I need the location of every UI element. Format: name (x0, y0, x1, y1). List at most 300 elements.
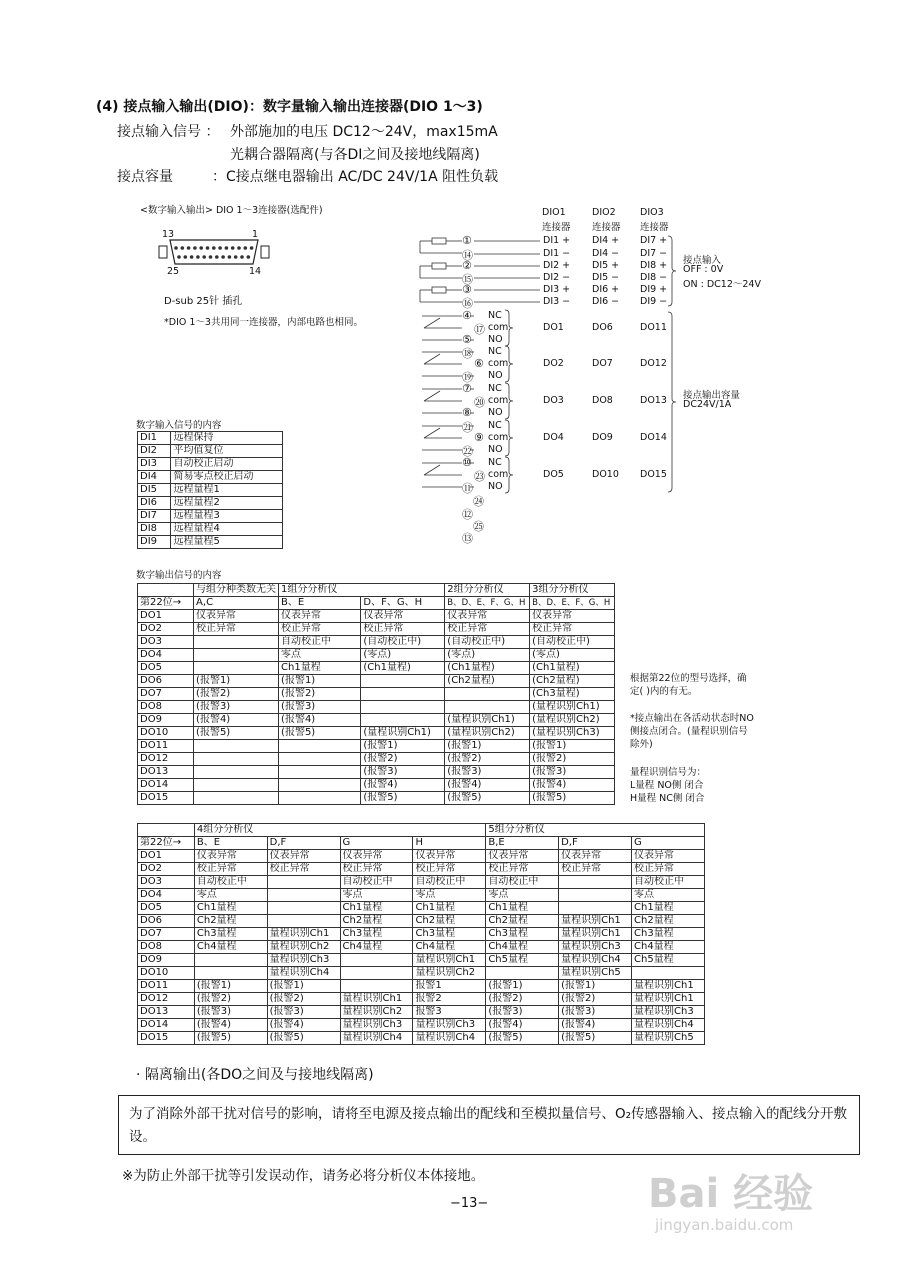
table-cell: (自动校正中) (530, 636, 615, 649)
table-cell (267, 876, 340, 889)
pin-label-1: 1 (252, 229, 259, 240)
connector-pin (221, 255, 225, 259)
table-cell: 仪表异常 (486, 850, 559, 863)
table-cell: 仪表异常 (413, 850, 486, 863)
table-cell (445, 701, 530, 714)
table-cell: Ch4量程 (340, 941, 413, 954)
dsub-connector-drawing (158, 238, 270, 266)
table-cell: (报警3) (530, 766, 615, 779)
connector-note: *DIO 1～3共用同一连接器，内部电路也相同。 (164, 317, 363, 328)
table-cell: DO11 (138, 980, 195, 993)
table-cell: 远程量程1 (171, 484, 283, 497)
table-cell: (量程识别Ch2) (530, 714, 615, 727)
table-cell: 量程识别Ch5 (559, 967, 632, 980)
table-cell: DO5 (138, 662, 194, 675)
table-cell: 量程识别Ch3 (559, 941, 632, 954)
connector-pin (250, 246, 254, 250)
column-header-line1: DIO2 (592, 207, 616, 218)
do-table2-row (138, 1006, 705, 1019)
di-row (138, 523, 283, 536)
table-cell: DO12 (138, 993, 195, 1006)
table-cell: DO6 (138, 675, 194, 688)
table-header-cell: B、E (194, 837, 267, 850)
table-cell (445, 688, 530, 701)
di-signal-dio2: DI5 + (592, 260, 620, 271)
table-cell: DO10 (138, 967, 195, 980)
do-table2-row (138, 928, 705, 941)
table-cell: 校正异常 (530, 623, 615, 636)
pin-number: ⑧ (462, 406, 472, 419)
table-cell: DI7 (138, 510, 171, 523)
table-cell (267, 915, 340, 928)
table-cell: Ch2量程 (486, 915, 559, 928)
pin-label-13: 13 (162, 229, 175, 240)
pin-number: ② (462, 259, 472, 272)
table-cell: 校正异常 (340, 863, 413, 876)
contact-label: NO (488, 444, 503, 455)
connector-pin (247, 255, 251, 259)
pin-label-14: 14 (249, 266, 262, 277)
table-cell: DO8 (138, 701, 194, 714)
table-cell (279, 792, 361, 805)
table-cell: Ch1量程 (413, 902, 486, 915)
pin-number: ⑩ (462, 456, 472, 469)
table-cell: (量程识别Ch3) (530, 727, 615, 740)
table-cell: (报警3) (486, 1006, 559, 1019)
table-header-cell: 5组分分析仪 (486, 824, 705, 837)
contact-label: com (488, 358, 509, 369)
do-table1-title: 数字输出信号的内容 (136, 570, 222, 581)
do-table1-row (138, 623, 615, 636)
bracket (505, 383, 513, 419)
table-header-cell: 3组分分析仪 (530, 584, 615, 597)
di-signal-dio1: DI3 − (543, 296, 571, 307)
do-signal-dio2: DO7 (592, 358, 613, 369)
connector-pin (231, 246, 235, 250)
table-cell: (报警4) (486, 1019, 559, 1032)
table-cell: 仪表异常 (340, 850, 413, 863)
table-cell: 简易零点校正启动 (171, 471, 283, 484)
table-cell: 零点 (340, 889, 413, 902)
pin-number: ③ (462, 283, 472, 296)
table-cell: (Ch2量程) (530, 675, 615, 688)
contact-label: com (488, 395, 509, 406)
table-cell: (报警5) (486, 1032, 559, 1045)
pin-label-25: 25 (167, 266, 180, 277)
input-signal-label: 接点输入信号 ： (117, 124, 220, 140)
table-header-cell: H (413, 837, 486, 850)
di-table (137, 431, 283, 549)
table-cell: (零点) (530, 649, 615, 662)
di-signal-dio1: DI2 − (543, 272, 571, 283)
table-cell: (报警5) (267, 1032, 340, 1045)
section-heading: (4) 接点输入输出(DIO)：数字量输入输出连接器(DIO 1～3) (96, 99, 483, 115)
do-table2-header-row (138, 837, 705, 850)
do-signal-dio2: DO10 (592, 469, 619, 480)
table-cell: Ch4量程 (486, 941, 559, 954)
table-header-cell: B、E (279, 597, 361, 610)
table-cell (279, 779, 361, 792)
do-table2-row (138, 863, 705, 876)
table-cell: (报警2) (445, 753, 530, 766)
table-header-cell (138, 584, 194, 597)
di-signal-dio3: DI7 + (640, 235, 668, 246)
table-cell: DO3 (138, 876, 195, 889)
table-cell: DI5 (138, 484, 171, 497)
do-table1-row (138, 675, 615, 688)
table-cell (361, 701, 445, 714)
table-header-cell (138, 824, 195, 837)
table-cell: 校正异常 (413, 863, 486, 876)
di-signal-dio2: DI5 − (592, 272, 620, 283)
contact-label: NC (488, 457, 502, 468)
table-cell: 自动校正启动 (171, 458, 283, 471)
table-cell (194, 954, 267, 967)
table-cell (194, 792, 279, 805)
di-signal-dio2: DI6 − (592, 296, 620, 307)
pin-number: ⑪ (462, 482, 473, 495)
table-cell: 报警2 (413, 993, 486, 1006)
connector-pin (193, 246, 197, 250)
table-cell: (Ch1量程) (530, 662, 615, 675)
table-cell: Ch3量程 (632, 928, 705, 941)
di-signal-dio1: DI1 − (543, 248, 571, 259)
wire (424, 391, 440, 401)
input-signal-line2: 光耦合器隔离(与各DI之间及接地线隔离) (230, 147, 480, 163)
table-cell: (报警4) (445, 779, 530, 792)
do-table-1 (137, 583, 615, 805)
table-cell: (报警3) (267, 1006, 340, 1019)
table-cell (559, 876, 632, 889)
wire (424, 428, 440, 438)
table-cell (194, 967, 267, 980)
table-cell: 仪表异常 (559, 850, 632, 863)
do-signal-dio3: DO15 (640, 469, 667, 480)
table-cell: (报警4) (194, 714, 279, 727)
table-cell: 校正异常 (632, 863, 705, 876)
table-cell (361, 714, 445, 727)
table-cell: DO1 (138, 850, 195, 863)
do-table2-row (138, 915, 705, 928)
column-header-line2: 连接器 (640, 222, 669, 233)
table-cell: DI8 (138, 523, 171, 536)
table-cell: 量程识别Ch3 (340, 1019, 413, 1032)
table-cell: (报警5) (530, 792, 615, 805)
table-cell: DO7 (138, 688, 194, 701)
table-cell: 量程识别Ch1 (559, 928, 632, 941)
table-cell: 量程识别Ch2 (267, 941, 340, 954)
table-cell: 自动校正中 (279, 636, 361, 649)
table-cell: (报警4) (279, 714, 361, 727)
optocoupler (432, 238, 446, 244)
table-cell: (报警2) (530, 753, 615, 766)
column-header-line1: DIO1 (542, 207, 566, 218)
table-cell: DO12 (138, 753, 194, 766)
table-cell: (报警2) (559, 993, 632, 1006)
table-cell: 量程识别Ch2 (413, 967, 486, 980)
di-signal-dio3: DI8 − (640, 272, 668, 283)
table-cell (194, 649, 279, 662)
page-number: −13− (450, 1196, 489, 1211)
pin-number: ⑰ (474, 323, 485, 336)
pin-number: ⑳ (474, 396, 485, 409)
bracket (668, 236, 676, 306)
table-cell: 量程识别Ch1 (632, 980, 705, 993)
table-cell: 仪表异常 (530, 610, 615, 623)
contact-label: NO (488, 370, 503, 381)
table-cell (486, 967, 559, 980)
do-table1-row (138, 714, 615, 727)
table-cell: 零点 (413, 889, 486, 902)
table-cell: (报警4) (194, 1019, 267, 1032)
pin-number: ⑨ (474, 431, 484, 444)
table-cell: 仪表异常 (267, 850, 340, 863)
do-signal-dio3: DO11 (640, 322, 667, 333)
table-cell: DO2 (138, 863, 195, 876)
do-table1-row (138, 766, 615, 779)
contact-label: com (488, 432, 509, 443)
do-table1-row (138, 727, 615, 740)
pin-number: ⑲ (462, 371, 473, 384)
do-table2-row (138, 902, 705, 915)
table-cell: 校正异常 (486, 863, 559, 876)
bracket (505, 420, 513, 456)
table-cell: 量程识别Ch1 (559, 915, 632, 928)
table-cell: 报警1 (413, 980, 486, 993)
contact-capacity-label: 接点容量 (117, 169, 173, 185)
table-cell: 远程量程4 (171, 523, 283, 536)
table-cell: Ch3量程 (340, 928, 413, 941)
table-cell: DO14 (138, 1019, 195, 1032)
table-cell: Ch5量程 (632, 954, 705, 967)
table-cell (340, 967, 413, 980)
di-note: OFF : 0V (683, 264, 724, 275)
table-cell: 仪表异常 (194, 850, 267, 863)
table-cell: 自动校正中 (340, 876, 413, 889)
table-cell: 校正异常 (279, 623, 361, 636)
do-table2-row (138, 850, 705, 863)
table-header-cell: G (632, 837, 705, 850)
notice-box: 为了消除外部干扰对信号的影响，请将至电源及接点输出的配线和至模拟量信号、O₂传感器输入、接点输入的配线分开敷设。 (118, 1095, 860, 1155)
table-cell: 量程识别Ch1 (413, 954, 486, 967)
di-table-title: 数字输入信号的内容 (136, 420, 222, 431)
table-cell: Ch1量程 (340, 902, 413, 915)
do-table1-row (138, 610, 615, 623)
table-header-cell: G (340, 837, 413, 850)
connector-pin (174, 246, 178, 250)
table-cell: DO15 (138, 1032, 195, 1045)
table-header-cell: B,E (486, 837, 559, 850)
table-cell: DO5 (138, 902, 195, 915)
do-table2-row (138, 954, 705, 967)
table-cell: DO10 (138, 727, 194, 740)
di-row (138, 497, 283, 510)
connector-pin (212, 246, 216, 250)
connector-pin (206, 246, 210, 250)
pin-number: ⑱ (462, 347, 473, 360)
contact-label: NO (488, 481, 503, 492)
connector-pin (234, 255, 238, 259)
table-cell: (报警4) (361, 779, 445, 792)
do-table1-row (138, 636, 615, 649)
table-cell: DO3 (138, 636, 194, 649)
table-cell: (报警3) (194, 701, 279, 714)
do-signal-dio1: DO1 (543, 322, 564, 333)
pin-number: ⑭ (462, 249, 473, 262)
di-row (138, 445, 283, 458)
column-header-line1: DIO3 (640, 207, 664, 218)
table-cell: (Ch1量程) (445, 662, 530, 675)
do-table2-header-row (138, 824, 705, 837)
table-header-cell: A,C (194, 597, 279, 610)
table-cell (559, 889, 632, 902)
table-cell: 量程识别Ch3 (632, 1006, 705, 1019)
wire (424, 318, 440, 328)
spare-pin: ⑬ (462, 532, 473, 545)
table-cell: DO13 (138, 766, 194, 779)
di-signal-dio3: DI9 + (640, 284, 668, 295)
table-cell: (报警5) (445, 792, 530, 805)
do-table1-row (138, 779, 615, 792)
pin-number: ㉒ (462, 445, 473, 458)
contact-label: com (488, 322, 509, 333)
table-cell: (报警5) (559, 1032, 632, 1045)
connector-pin (190, 255, 194, 259)
table-cell: Ch2量程 (340, 915, 413, 928)
connector-pin (199, 246, 203, 250)
bracket (505, 457, 513, 493)
table-cell: (报警2) (194, 688, 279, 701)
di-signal-dio3: DI8 + (640, 260, 668, 271)
table-cell: 仪表异常 (279, 610, 361, 623)
contact-label: NC (488, 310, 502, 321)
connector-pin (228, 255, 232, 259)
table-cell: (报警2) (361, 753, 445, 766)
di-signal-dio2: DI6 + (592, 284, 620, 295)
pin-number: ⑦ (462, 382, 472, 395)
table-cell: Ch1量程 (279, 662, 361, 675)
table-header-cell: B、D、E、F、G、H (530, 597, 615, 610)
table-cell (361, 688, 445, 701)
table-cell: DO4 (138, 889, 195, 902)
di-signal-dio1: DI3 + (543, 284, 571, 295)
di-row (138, 471, 283, 484)
table-cell: 远程量程5 (171, 536, 283, 549)
table-cell: Ch3量程 (194, 928, 267, 941)
do-table2-row (138, 993, 705, 1006)
connector-pin (196, 255, 200, 259)
table-cell (194, 779, 279, 792)
table-cell: (量程识别Ch1) (530, 701, 615, 714)
table-cell (340, 954, 413, 967)
table-cell: DO14 (138, 779, 194, 792)
table-cell: (报警2) (194, 993, 267, 1006)
table-cell: 仪表异常 (445, 610, 530, 623)
wire (424, 354, 440, 364)
table-cell: DO7 (138, 928, 195, 941)
side-note-range: 量程识别信号为： L量程 NO侧 闭合 H量程 NC侧 闭合 (630, 767, 707, 804)
connector-pin (187, 246, 191, 250)
input-signal-line1: 外部施加的电压 DC12～24V，max15mA (230, 124, 498, 140)
di-signal-dio2: DI4 − (592, 248, 620, 259)
table-cell: 量程识别Ch4 (632, 1019, 705, 1032)
contact-label: NC (488, 420, 502, 431)
connector-pin (202, 255, 206, 259)
table-cell: (报警3) (194, 1006, 267, 1019)
table-cell: Ch2量程 (194, 915, 267, 928)
table-cell: 自动校正中 (194, 876, 267, 889)
do-table2-row (138, 1019, 705, 1032)
pin-number: ⑥ (474, 357, 484, 370)
column-header-line2: 连接器 (542, 222, 571, 233)
table-cell: Ch4量程 (413, 941, 486, 954)
table-cell: 量程识别Ch2 (340, 1006, 413, 1019)
do-table1-row (138, 662, 615, 675)
table-cell: DI2 (138, 445, 171, 458)
spare-pin: ㉔ (473, 495, 484, 508)
do-table2-row (138, 941, 705, 954)
table-cell (279, 753, 361, 766)
table-cell: 自动校正中 (486, 876, 559, 889)
table-cell: Ch5量程 (486, 954, 559, 967)
di-row (138, 536, 283, 549)
table-cell: 远程量程3 (171, 510, 283, 523)
table-cell: (自动校正中) (361, 636, 445, 649)
contact-label: NC (488, 346, 502, 357)
table-cell (340, 980, 413, 993)
di-note: 接点输入 (683, 255, 722, 266)
table-cell: DI1 (138, 432, 171, 445)
table-cell: Ch1量程 (632, 902, 705, 915)
table-cell: 远程量程2 (171, 497, 283, 510)
connector-pin (244, 246, 248, 250)
table-cell: DO4 (138, 649, 194, 662)
table-cell: 量程识别Ch5 (632, 1032, 705, 1045)
table-cell (279, 766, 361, 779)
do-table2-row (138, 889, 705, 902)
table-cell: 远程保持 (171, 432, 283, 445)
table-cell: 零点 (486, 889, 559, 902)
grounding-footnote: ※为防止外部干扰等引发误动作，请务必将分析仪本体接地。 (122, 1168, 485, 1184)
do-table1-header-row (138, 597, 615, 610)
table-cell (267, 902, 340, 915)
table-cell (632, 967, 705, 980)
pin-number: ④ (462, 309, 472, 322)
connector-pin (209, 255, 213, 259)
side-note-contact: *接点输出在各活动状态时NO 侧接点闭合。(量程识别信号 除外) (630, 713, 754, 750)
do-table1-row (138, 649, 615, 662)
do-table-2 (137, 823, 705, 1045)
table-header-cell: D、F、G、H (361, 597, 445, 610)
table-cell: DO15 (138, 792, 194, 805)
side-note-model: 根据第22位的型号选择，确 定( )内的有无。 (630, 673, 747, 697)
spare-pin: ㉕ (473, 520, 484, 533)
table-cell: 量程识别Ch1 (340, 993, 413, 1006)
table-cell (279, 740, 361, 753)
do-signal-dio2: DO8 (592, 395, 613, 406)
table-cell: (自动校正中) (445, 636, 530, 649)
table-cell: 校正异常 (194, 863, 267, 876)
table-cell: DO9 (138, 954, 195, 967)
do-signal-dio2: DO9 (592, 432, 613, 443)
table-cell (194, 753, 279, 766)
table-cell: 量程识别Ch4 (413, 1032, 486, 1045)
table-cell: (报警1) (279, 675, 361, 688)
table-cell (361, 675, 445, 688)
connector-caption: <数字输入输出> DIO 1～3连接器(选配件) (140, 205, 323, 216)
pin-number: ⑮ (462, 273, 473, 286)
table-cell: 自动校正中 (413, 876, 486, 889)
